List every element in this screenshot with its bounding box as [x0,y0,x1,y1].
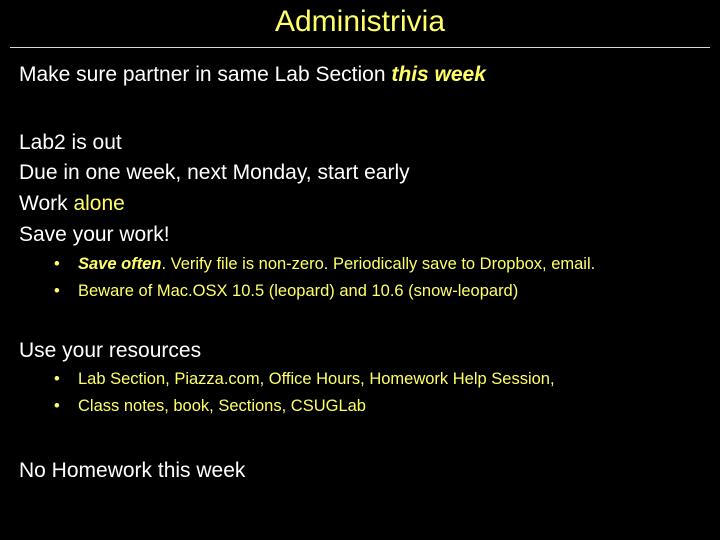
save-often-emphasis: Save often [78,255,162,273]
list-item [54,251,595,278]
list-item [54,393,555,420]
resources-item-2: Class notes, book, Sections, CSUGLab [78,397,366,415]
resources-item-1: Lab Section, Piazza.com, Office Hours, Homework Help Session, [78,370,555,388]
bullet-icon: • [54,255,60,273]
due-line: Due in one week, next Monday, start early [19,161,410,184]
bullet-icon: • [54,370,60,388]
partner-line [19,60,486,90]
save-bullets [54,251,595,305]
beware-text: Beware of Mac.OSX 10.5 (leopard) and 10.6 (snow-leopard) [78,282,519,300]
work-text: Work [19,192,74,215]
slide-title: Administrivia [274,5,446,38]
title-divider [10,47,710,48]
partner-emphasis: this week [391,63,486,86]
list-item [54,278,595,305]
bullet-icon: • [54,282,60,300]
save-work-line: Save your work! [19,223,170,246]
work-alone-line [19,189,125,219]
partner-text: Make sure partner in same Lab Section [19,63,392,86]
lab2-out-line: Lab2 is out [19,131,122,154]
save-often-rest: . Verify file is non-zero. Periodically save to Dropbox, email. [161,255,596,273]
resources-bullets [54,366,555,420]
alone-emphasis: alone [73,192,125,215]
list-item [54,366,555,393]
bullet-icon: • [54,397,60,415]
resources-heading: Use your resources [19,339,202,362]
no-homework-line: No Homework this week [19,459,246,482]
